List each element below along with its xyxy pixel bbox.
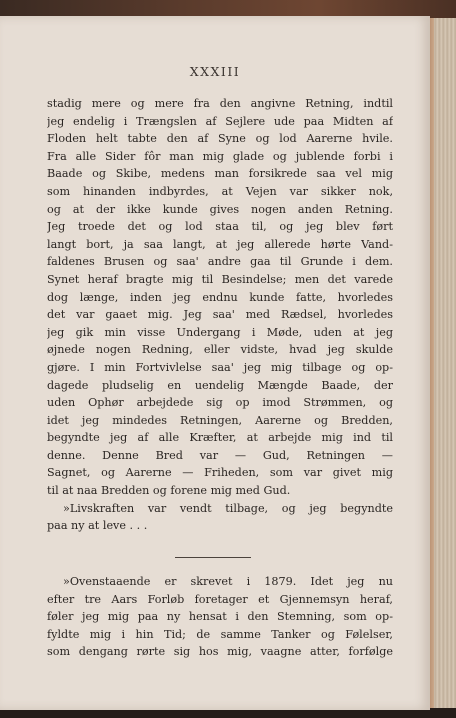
text-line: dagede pludselig en uendelig Mængde Baade, der — [47, 378, 393, 392]
text-section-1 — [47, 95, 393, 535]
text-line: fyldte mig i hin Tid; de samme Tanker og Følelser, — [47, 627, 393, 641]
text-line: og at der ikke kunde gives nogen anden Retning. — [47, 202, 393, 216]
text-line: paa ny at leve . . . — [47, 519, 148, 533]
text-line: øjnede nogen Redning, eller vidste, hvad jeg skulde — [47, 343, 393, 357]
book-page — [0, 16, 430, 710]
text-line: begyndte jeg af alle Kræfter, at arbejde mig ind til — [47, 431, 393, 445]
text-line: Fra alle Sider fôr man mig glade og jublende forbi i — [47, 149, 393, 163]
text-line: Sagnet, og Aarerne — Friheden, som var givet mig — [47, 466, 393, 480]
text-line: faldenes Brusen og saa' andre gaa til Grunde i dem. — [47, 255, 393, 269]
section-divider — [175, 557, 251, 558]
text-line: føler jeg mig paa ny hensat i den Stemning, som op- — [47, 610, 393, 624]
text-line: Baade og Skibe, medens man forsikrede saa vel mig — [47, 167, 393, 181]
text-line: som dengang rørte sig hos mig, vaagne atter, forfølge — [47, 645, 393, 659]
text-line: gjøre. I min Fortvivlelse saa' jeg mig tilbage og op- — [47, 360, 393, 374]
text-line: idet jeg mindedes Retningen, Aarerne og Bredden, — [47, 413, 393, 427]
text-line: »Ovenstaaende er skrevet i 1879. Idet jeg nu — [63, 575, 393, 588]
text-line: stadig mere og mere fra den angivne Retning, indtil — [47, 97, 393, 110]
text-line: det var gaaet mig. Jeg saa' med Rædsel, hvorledes — [47, 308, 393, 322]
text-line: til at naa Bredden og forene mig med Gud. — [47, 484, 291, 498]
text-line: som hinanden indbyrdes, at Vejen var sikker nok, — [47, 184, 393, 198]
page-number: XXXIII — [189, 64, 241, 79]
text-line: denne. Denne Bred var — Gud, Retningen — — [47, 448, 393, 462]
text-line: Synet heraf bragte mig til Besindelse; men det varede — [47, 272, 393, 286]
page-edges — [428, 18, 456, 712]
text-section-2 — [47, 573, 393, 661]
text-line: dog længe, inden jeg endnu kunde fatte, hvorledes — [47, 290, 393, 304]
text-line: langt bort, ja saa langt, at jeg allerede hørte Vand- — [47, 237, 393, 251]
text-line: jeg endelig i Trængslen af Sejlere ude paa Midten af — [47, 114, 393, 128]
text-line: Jeg troede det og lod staa til, og jeg blev ført — [47, 220, 393, 234]
text-line: »Livskraften var vendt tilbage, og jeg begyndte — [63, 501, 393, 515]
text-line: uden Ophør arbejdede sig op imod Strømmen, og — [47, 396, 393, 410]
text-line: Floden helt tabte den af Syne og lod Aarerne hvile. — [47, 132, 393, 146]
text-line: jeg gik min visse Undergang i Møde, uden at jeg — [47, 325, 393, 339]
text-line: efter tre Aars Forløb foretager et Gjennemsyn heraf, — [47, 592, 393, 606]
